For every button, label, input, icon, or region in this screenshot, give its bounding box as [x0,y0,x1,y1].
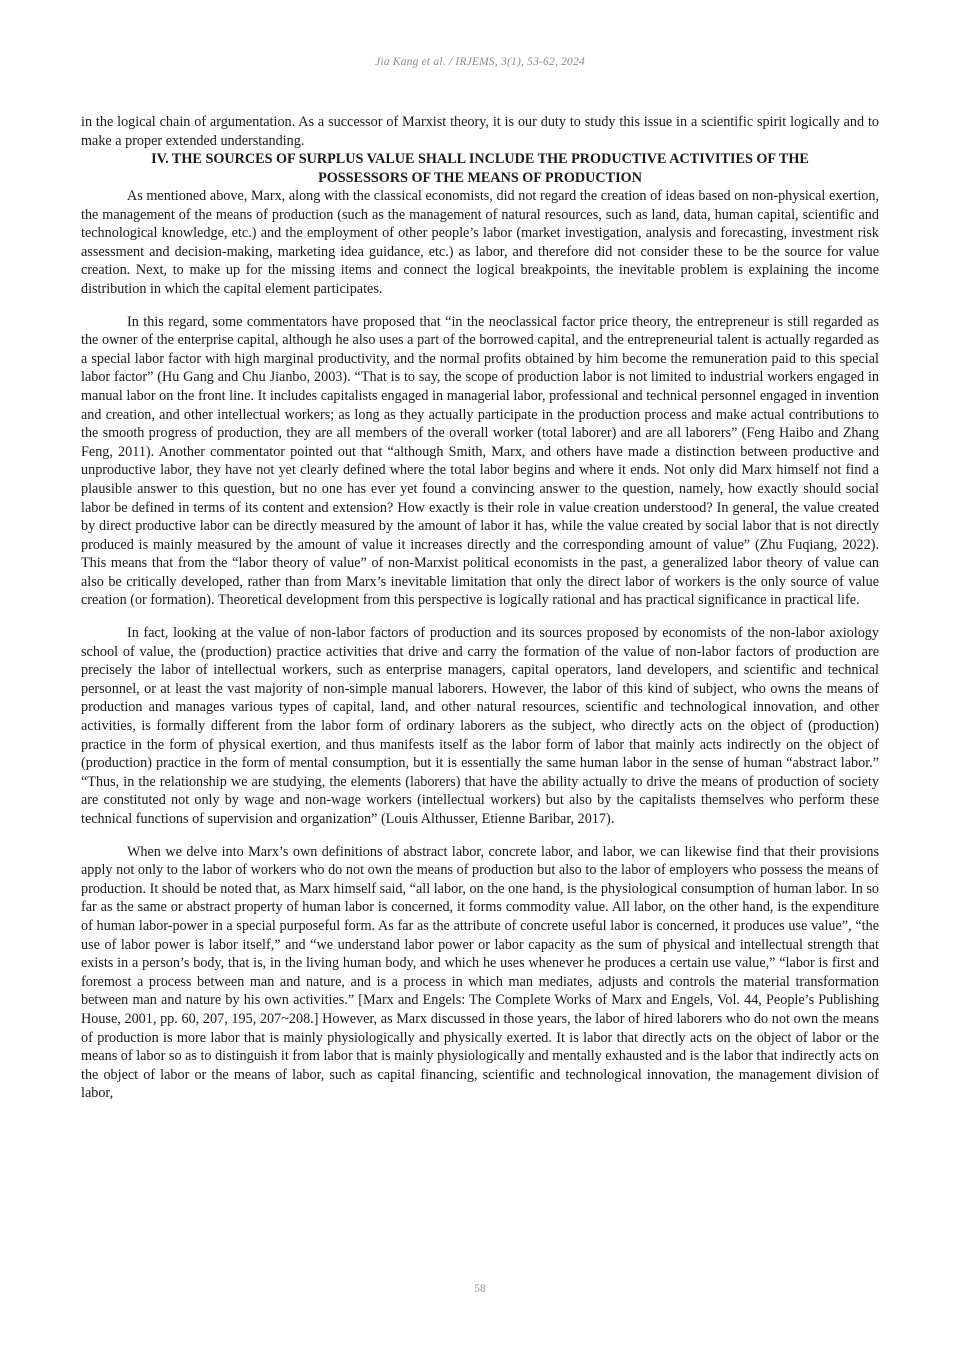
paragraph: When we delve into Marx’s own definitions of abstract labor, concrete labor, and labor, we can likewise find that their provisions apply not only to the labor of workers who do not own the means of production but also to the labor of employers who possess the means of production. It should be noted that, as Marx himself said, “all labor, on the one hand, is the physiological consumption of human labor. In so far as the same or abstract property of human labor is concerned, it forms commodity value. All labor, on the other hand, is the expenditure of human labor-power in a special purposeful form. As far as the attribute of concrete useful labor is concerned, it produces use value”, “the use of labor power is labor itself,” and “we understand labor power or labor capacity as the sum of physical and intellectual strength that exists in a person’s body, that is, in the living human body, and which he uses whenever he produces a certain use value,” “labor is first and foremost a process between man and nature, and is a process in which man mediates, adjusts and controls the material transformation between man and nature by his own activities.” [Marx and Engels: The Complete Works of Marx and Engels, Vol. 44, People’s Publishing House, 2001, pp. 60, 207, 195, 207~208.] However, as Marx discussed in those years, the labor of hired laborers who do not own the means of production is more labor that is mainly physiologically and physically exerted. It is labor that directly acts on the object of labor or the means of labor so as to distinguish it from labor that is mainly physiologically and mentally exhausted and is the labor that indirectly acts on the object of labor or the means of labor, such as capital financing, scientific and technological innovation, the management division of labor, [81,843,879,1102]
paragraph: As mentioned above, Marx, along with the classical economists, did not regard the creation of ideas based on non-physical exertion, the management of the means of production (such as the management of natural resources, such as land, data, human capital, scientific and technological knowledge, etc.) and the employment of other people’s labor (market investigation, analysis and forecasting, investment risk assessment and decision-making, marketing idea guidance, etc.) as labor, and therefore did not consider these to be the source for value creation. Next, to make up for the missing items and connect the logical breakpoints, the inevitable problem is explaining the income distribution in which the capital element participates. [81,188,879,297]
section-heading-line-1: IV. THE SOURCES OF SURPLUS VALUE SHALL INCLUDE THE PRODUCTIVE ACTIVITIES OF THE [151,151,809,168]
page-number: 58 [474,1283,486,1295]
paragraph-continued: in the logical chain of argumentation. As a successor of Marxist theory, it is our duty to study this issue in a scientific spirit logically and to make a proper extended understanding. [81,114,879,149]
page-body [81,113,879,1103]
running-header: Jia Kang et al. / IRJEMS, 3(1), 53-62, 2024 [375,56,585,68]
paragraph: In this regard, some commentators have proposed that “in the neoclassical factor price theory, the entrepreneur is still regarded as the owner of the enterprise capital, although he also uses a part of the borrowed capital, and the entrepreneurial talent is actually regarded as a special labor factor with high marginal productivity, and the normal profits obtained by him become the remuneration paid to this special labor factor” (Hu Gang and Chu Jianbo, 2003). “That is to say, the scope of production labor is not limited to industrial workers engaged in manual labor on the front line. It includes capitalists engaged in managerial labor, professional and technical personnel engaged in invention and creation, and other intellectual workers; as long as they actually participate in the production process and make actual contributions to the smooth progress of production, they are all members of the overall worker (total laborer) and are all laborers” (Feng Haibo and Zhang Feng, 2011). Another commentator pointed out that “although Smith, Marx, and others have made a distinction between productive and unproductive labor, they have not yet clearly defined where the total labor begins and where it ends. Not only did Marx himself not find a plausible answer to this question, but no one has ever yet found a convincing answer to the question, namely, how exactly should social labor be defined in terms of its content and extension? How exactly is their role in value creation understood? In general, the value created by direct productive labor can be directly measured by the amount of labor it has, while the value created by social labor that is not directly produced is mainly measured by the amount of value it increases directly and the corresponding amount of value” (Zhu Fuqiang, 2022). This means that from the “labor theory of value” of non-Marxist political economists in the past, a generalized labor theory of value can also be critically developed, rather than from Marx’s inevitable limitation that only the direct labor of workers is the only source of value creation (or formation). Theoretical development from this perspective is logically rational and has practical significance in practical life. [81,313,879,609]
paragraph: In fact, looking at the value of non-labor factors of production and its sources proposed by economists of the non-labor axiology school of value, the (production) practice activities that drive and carry the formation of the value of non-labor factors of production are precisely the labor of intellectual workers, such as enterprise managers, capital operators, land developers, and scientific and technical personnel, or at least the vast majority of non-simple manual laborers. However, the labor of this kind of subject, who owns the means of production and manages various types of capital, land, and other natural resources, scientific and technological innovation, and other activities, is formally different from the labor form of ordinary laborers as the subject, who directly acts on the object of (production) practice in the form of physical exertion, and thus manifests itself as the labor form of labor that mainly acts indirectly on the object of (production) practice in the form of mental consumption, but it is essentially the same human labor in the sense of human “abstract labor.” “Thus, in the relationship we are studying, the elements (laborers) that have the ability actually to drive the means of production of society are constituted not only by wage and non-wage workers (intellectual workers) but also by the capitalists themselves who perform these technical functions of supervision and organization” (Louis Althusser, Etienne Baribar, 2017). [81,625,879,827]
section-heading-line-2: POSSESSORS OF THE MEANS OF PRODUCTION [318,169,642,186]
section-heading [81,150,879,187]
